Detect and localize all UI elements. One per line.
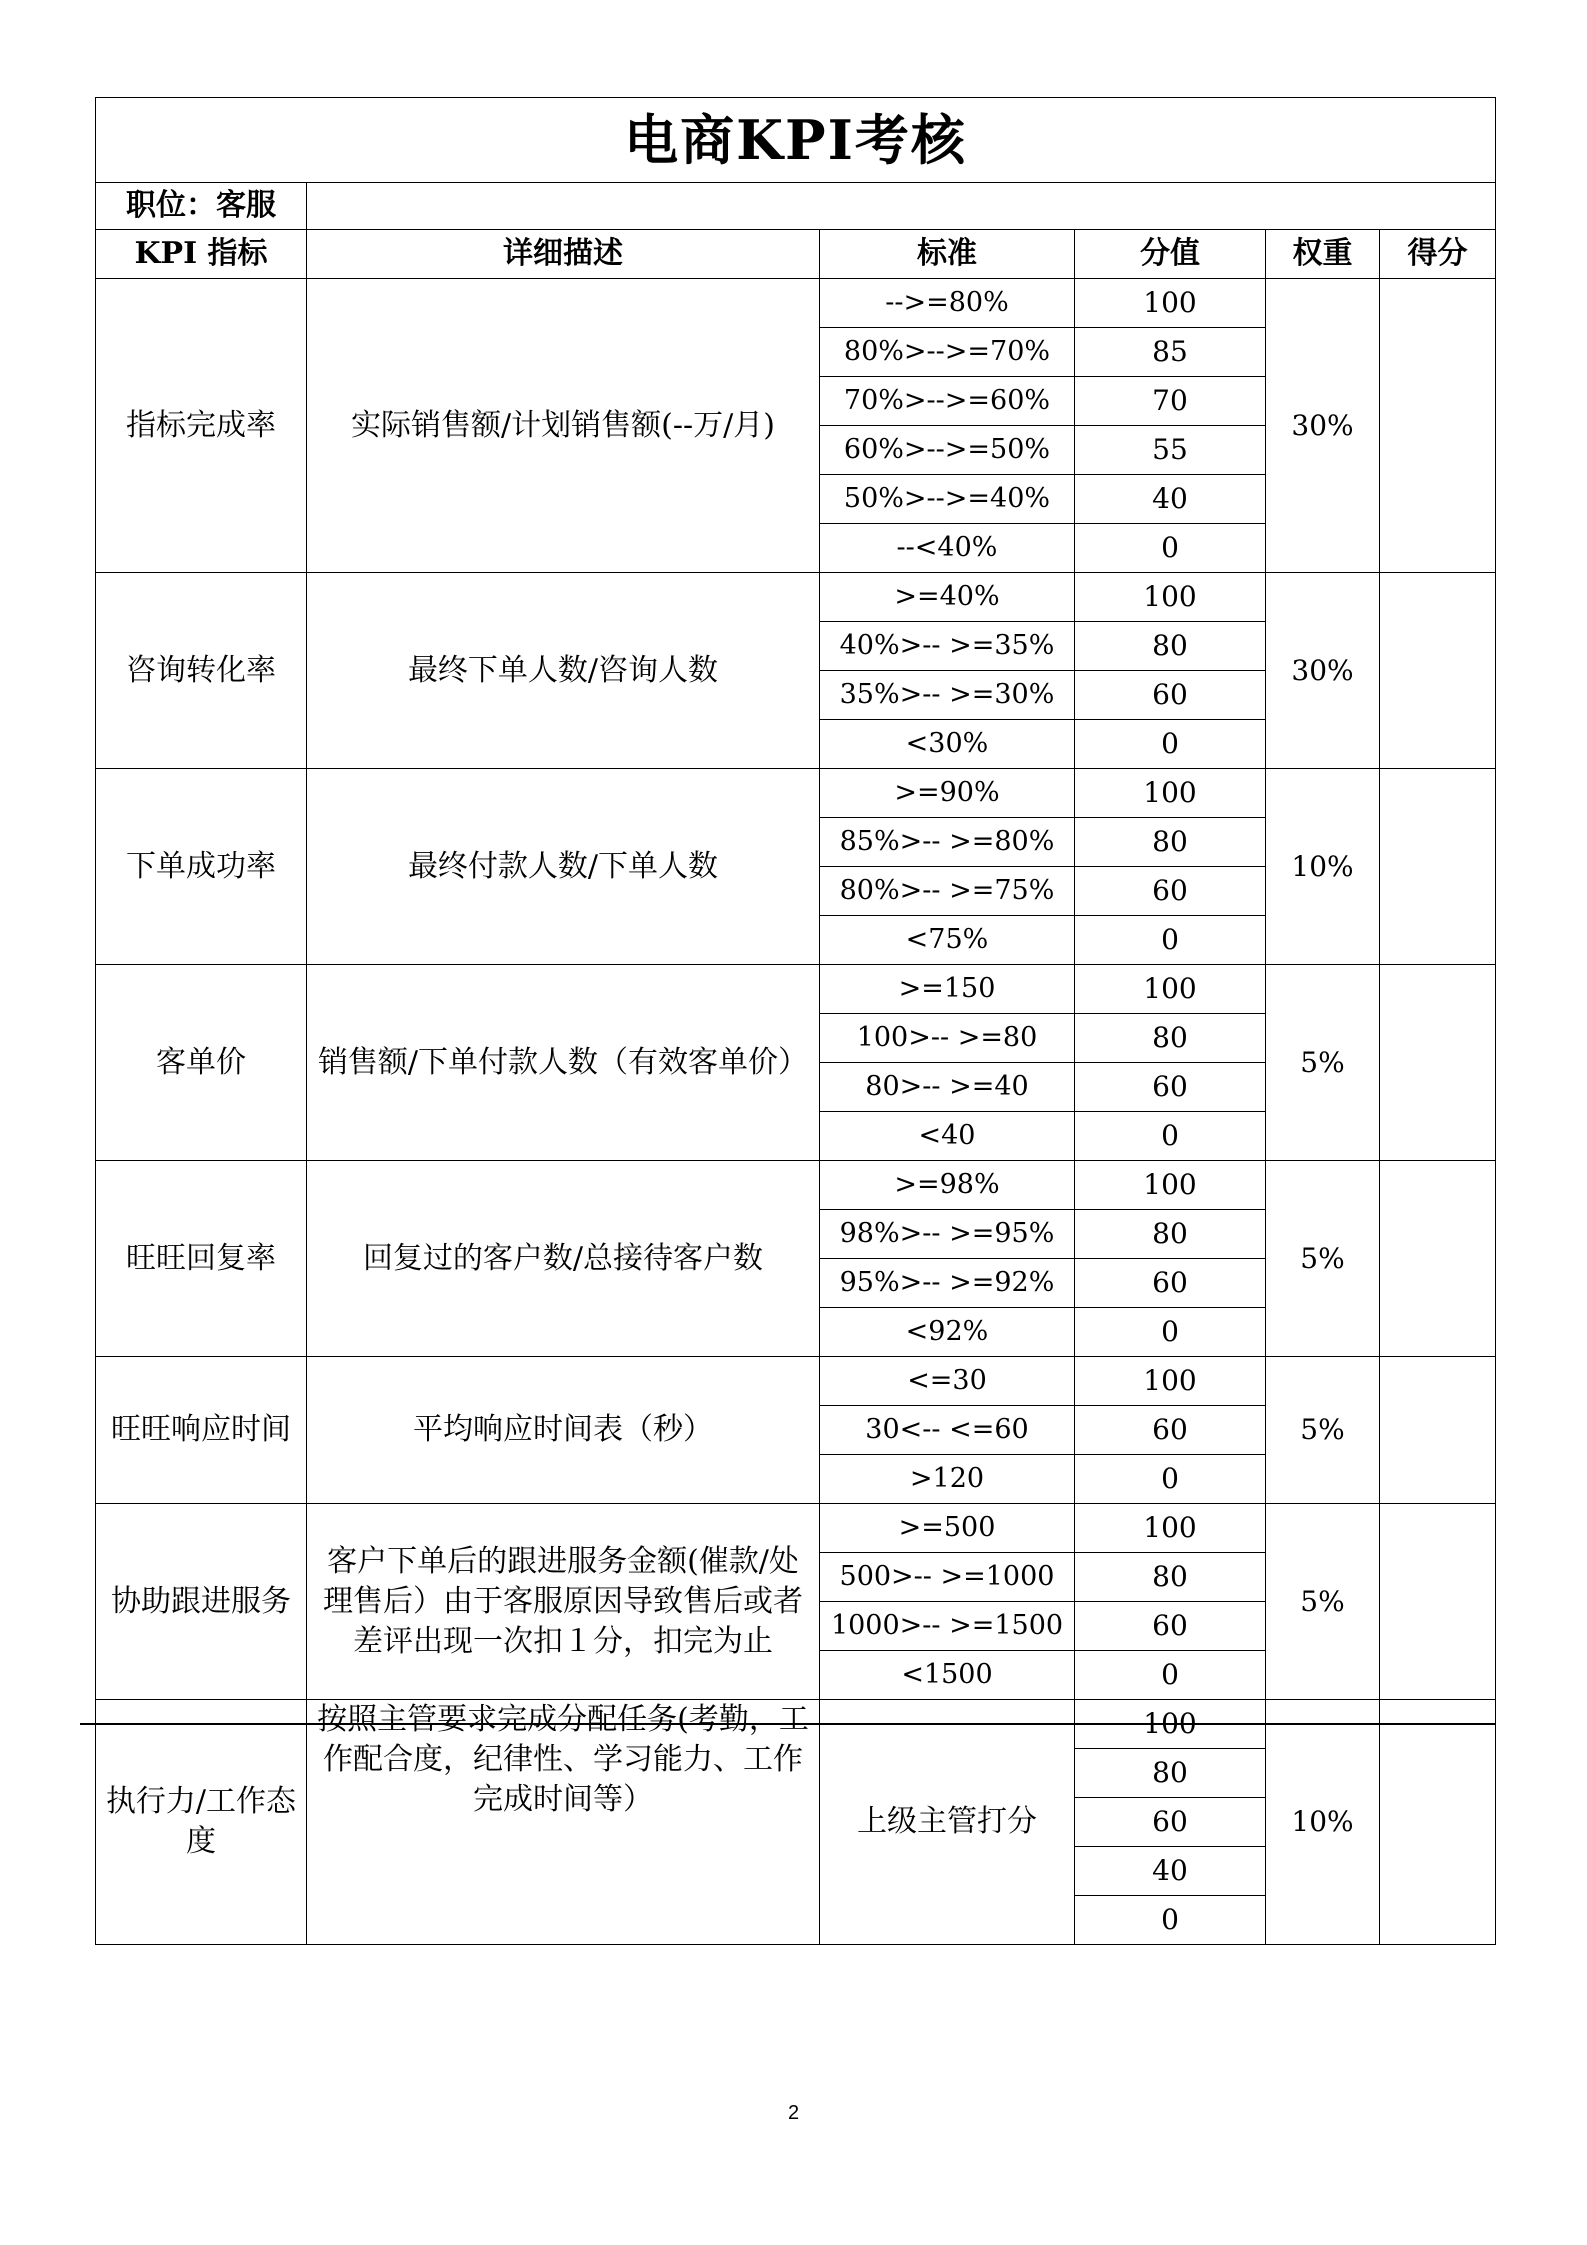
kpi-description: 最终付款人数/下单人数: [307, 769, 820, 965]
score-input-cell[interactable]: [1380, 1357, 1496, 1504]
standard-cell: 80>-- >=40: [820, 1063, 1075, 1112]
kpi-table: [95, 97, 1496, 1945]
score-value-cell: 0: [1075, 1308, 1266, 1357]
position-value-cell[interactable]: [307, 183, 1496, 230]
standard-cell: 100>-- >=80: [820, 1014, 1075, 1063]
score-value-cell: 100: [1075, 1504, 1266, 1553]
standard-cell: 98%>-- >=95%: [820, 1210, 1075, 1259]
standard-cell: <30%: [820, 720, 1075, 769]
score-value-cell: 40: [1075, 475, 1266, 524]
kpi-name: 协助跟进服务: [96, 1504, 307, 1700]
score-value-cell: 0: [1075, 524, 1266, 573]
score-value-cell: 100: [1075, 279, 1266, 328]
score-value-cell: 60: [1075, 1406, 1266, 1455]
score-value-cell: 70: [1075, 377, 1266, 426]
kpi-name: 咨询转化率: [96, 573, 307, 769]
kpi-description: 按照主管要求完成分配任务(考勤，工作配合度，纪律性、学习能力、工作完成时间等）: [307, 1700, 820, 1945]
kpi-description: 最终下单人数/咨询人数: [307, 573, 820, 769]
kpi-description: 回复过的客户数/总接待客户数: [307, 1161, 820, 1357]
score-value-cell: 60: [1075, 671, 1266, 720]
kpi-name: 执行力/工作态度: [96, 1700, 307, 1945]
score-value-cell: 60: [1075, 1602, 1266, 1651]
score-value-cell: 0: [1075, 1112, 1266, 1161]
score-value-cell: 60: [1075, 867, 1266, 916]
score-value-cell: 100: [1075, 1161, 1266, 1210]
standard-cell: <92%: [820, 1308, 1075, 1357]
table-row: [96, 1357, 1496, 1406]
standard-cell: >=98%: [820, 1161, 1075, 1210]
standard-cell: >=150: [820, 965, 1075, 1014]
table-row: [96, 1504, 1496, 1553]
page-title: 电商KPI考核: [96, 98, 1496, 183]
table-row: [96, 769, 1496, 818]
score-value-cell: 100: [1075, 1357, 1266, 1406]
score-value-cell: 85: [1075, 328, 1266, 377]
standard-cell: >=90%: [820, 769, 1075, 818]
kpi-description: 客户下单后的跟进服务金额(催款/处理售后）由于客服原因导致售后或者差评出现一次扣１分，扣完为止: [307, 1504, 820, 1700]
kpi-name: 指标完成率: [96, 279, 307, 573]
score-input-cell[interactable]: [1380, 1161, 1496, 1357]
weight-cell: 10%: [1266, 769, 1380, 965]
score-value-cell: 80: [1075, 1553, 1266, 1602]
score-value-cell: 0: [1075, 1896, 1266, 1945]
standard-cell: -->=80%: [820, 279, 1075, 328]
score-value-cell: 0: [1075, 916, 1266, 965]
kpi-description: 销售额/下单付款人数（有效客单价）: [307, 965, 820, 1161]
score-input-cell[interactable]: [1380, 1504, 1496, 1700]
standard-cell: 70%>-->=60%: [820, 377, 1075, 426]
standard-cell: 35%>-- >=30%: [820, 671, 1075, 720]
kpi-name: 旺旺回复率: [96, 1161, 307, 1357]
standard-cell: 500>-- >=1000: [820, 1553, 1075, 1602]
score-value-cell: 80: [1075, 818, 1266, 867]
score-input-cell[interactable]: [1380, 279, 1496, 573]
score-value-cell: 40: [1075, 1847, 1266, 1896]
standard-cell: 95%>-- >=92%: [820, 1259, 1075, 1308]
standard-cell: <75%: [820, 916, 1075, 965]
header-desc: 详细描述: [307, 230, 820, 279]
score-input-cell[interactable]: [1380, 573, 1496, 769]
table-row: [96, 1161, 1496, 1210]
standard-cell: 1000>-- >=1500: [820, 1602, 1075, 1651]
standard-cell: 80%>-->=70%: [820, 328, 1075, 377]
weight-cell: 5%: [1266, 1161, 1380, 1357]
standard-cell: <40: [820, 1112, 1075, 1161]
weight-cell: 5%: [1266, 1357, 1380, 1504]
standard-cell: 40%>-- >=35%: [820, 622, 1075, 671]
table-row: [96, 965, 1496, 1014]
standard-cell: 上级主管打分: [820, 1700, 1075, 1945]
score-value-cell: 100: [1075, 1700, 1266, 1749]
score-value-cell: 80: [1075, 1749, 1266, 1798]
standard-cell: 30<-- <=60: [820, 1406, 1075, 1455]
table-row: [96, 279, 1496, 328]
header-kpi: KPI 指标: [96, 230, 307, 279]
weight-cell: 5%: [1266, 965, 1380, 1161]
kpi-name: 下单成功率: [96, 769, 307, 965]
weight-cell: 10%: [1266, 1700, 1380, 1945]
score-input-cell[interactable]: [1380, 965, 1496, 1161]
score-value-cell: 0: [1075, 1651, 1266, 1700]
page-number: 2: [787, 2102, 800, 2124]
score-value-cell: 60: [1075, 1798, 1266, 1847]
table-row: [96, 573, 1496, 622]
kpi-name: 旺旺响应时间: [96, 1357, 307, 1504]
score-value-cell: 55: [1075, 426, 1266, 475]
score-value-cell: 0: [1075, 1455, 1266, 1504]
position-label: 职位：客服: [96, 183, 307, 230]
score-value-cell: 80: [1075, 1210, 1266, 1259]
score-value-cell: 100: [1075, 573, 1266, 622]
score-value-cell: 0: [1075, 720, 1266, 769]
kpi-description: 实际销售额/计划销售额(--万/月): [307, 279, 820, 573]
weight-cell: 30%: [1266, 573, 1380, 769]
standard-cell: >=40%: [820, 573, 1075, 622]
header-weight: 权重: [1266, 230, 1380, 279]
kpi-name: 客单价: [96, 965, 307, 1161]
weight-cell: 30%: [1266, 279, 1380, 573]
score-value-cell: 60: [1075, 1259, 1266, 1308]
standard-cell: --<40%: [820, 524, 1075, 573]
score-value-cell: 100: [1075, 965, 1266, 1014]
standard-cell: 85%>-- >=80%: [820, 818, 1075, 867]
score-value-cell: 100: [1075, 769, 1266, 818]
standard-cell: <=30: [820, 1357, 1075, 1406]
header-standard: 标准: [820, 230, 1075, 279]
score-value-cell: 80: [1075, 1014, 1266, 1063]
standard-cell: 60%>-->=50%: [820, 426, 1075, 475]
weight-cell: 5%: [1266, 1504, 1380, 1700]
standard-cell: >=500: [820, 1504, 1075, 1553]
standard-cell: >120: [820, 1455, 1075, 1504]
standard-cell: 50%>-->=40%: [820, 475, 1075, 524]
score-value-cell: 60: [1075, 1063, 1266, 1112]
standard-cell: <1500: [820, 1651, 1075, 1700]
header-score-value: 分值: [1075, 230, 1266, 279]
header-row: [96, 230, 1496, 279]
score-input-cell[interactable]: [1380, 769, 1496, 965]
score-input-cell[interactable]: [1380, 1700, 1496, 1945]
separator-line: [80, 1723, 1495, 1725]
score-value-cell: 80: [1075, 622, 1266, 671]
header-score: 得分: [1380, 230, 1496, 279]
kpi-description: 平均响应时间表（秒）: [307, 1357, 820, 1504]
standard-cell: 80%>-- >=75%: [820, 867, 1075, 916]
